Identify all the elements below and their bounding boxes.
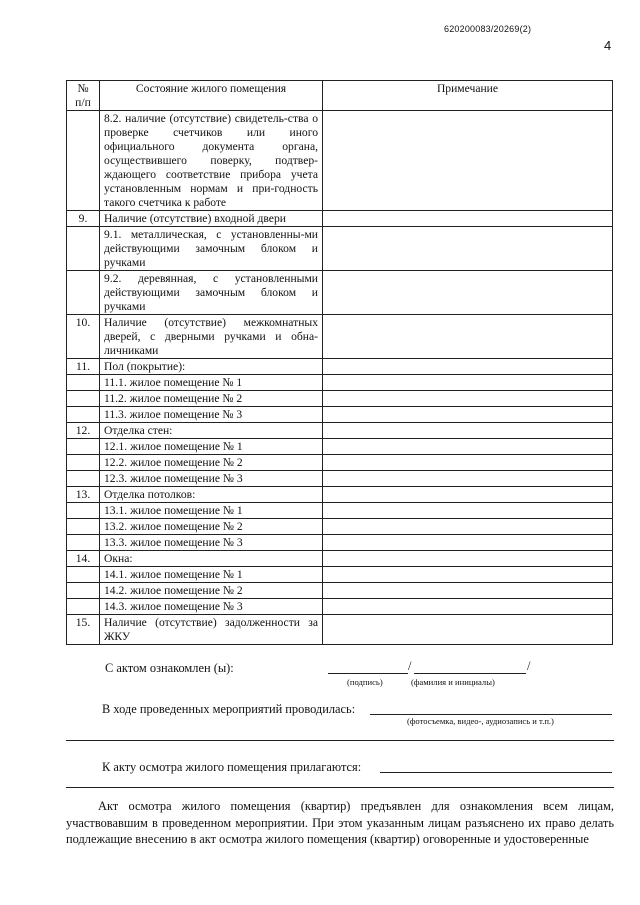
table-row: [67, 111, 613, 211]
attached-line-2[interactable]: [66, 787, 614, 788]
row-note[interactable]: [323, 503, 613, 519]
row-number: 15.: [67, 615, 100, 645]
table-header-row: [67, 81, 613, 111]
table-row: [67, 487, 613, 503]
row-text: Окна:: [100, 551, 323, 567]
row-number: 14.: [67, 551, 100, 567]
row-note[interactable]: [323, 487, 613, 503]
table-row: [67, 567, 613, 583]
row-number: 11.: [67, 359, 100, 375]
attached-line[interactable]: [380, 772, 612, 773]
row-note[interactable]: [323, 271, 613, 315]
row-text: Пол (покрытие):: [100, 359, 323, 375]
table-row: [67, 227, 613, 271]
header-number: № п/п: [67, 81, 100, 111]
table-row: [67, 423, 613, 439]
row-note[interactable]: [323, 583, 613, 599]
row-note[interactable]: [323, 615, 613, 645]
row-note[interactable]: [323, 359, 613, 375]
row-note[interactable]: [323, 375, 613, 391]
row-note[interactable]: [323, 423, 613, 439]
row-note[interactable]: [323, 211, 613, 227]
table-row: [67, 471, 613, 487]
table-row: [67, 375, 613, 391]
row-number: [67, 439, 100, 455]
page-number: 4: [604, 38, 612, 53]
row-text: 14.2. жилое помещение № 2: [100, 583, 323, 599]
row-note[interactable]: [323, 227, 613, 271]
row-number: 13.: [67, 487, 100, 503]
table-row: [67, 439, 613, 455]
row-text: 11.1. жилое помещение № 1: [100, 375, 323, 391]
table-row: [67, 551, 613, 567]
table-row: [67, 615, 613, 645]
row-text: 12.3. жилое помещение № 3: [100, 471, 323, 487]
row-note[interactable]: [323, 439, 613, 455]
row-number: [67, 407, 100, 423]
header-state: Состояние жилого помещения: [100, 81, 323, 111]
table-row: [67, 519, 613, 535]
row-text: 9.1. металлическая, с установленны-ми действующими замочным блоком и ручками: [100, 227, 323, 271]
signature-caption: (подпись): [347, 677, 383, 687]
row-text: Наличие (отсутствие) входной двери: [100, 211, 323, 227]
recording-caption: (фотосъемка, видео-, аудиозапись и т.п.): [407, 716, 554, 726]
table-row: [67, 455, 613, 471]
header-note: Примечание: [323, 81, 613, 111]
row-number: [67, 599, 100, 615]
recording-line-2[interactable]: [66, 740, 614, 741]
row-text: 13.3. жилое помещение № 3: [100, 535, 323, 551]
inspection-table: [66, 80, 613, 645]
row-text: Наличие (отсутствие) межкомнатных дверей, с дверными ручками и обна-личниками: [100, 315, 323, 359]
row-text: 14.3. жилое помещение № 3: [100, 599, 323, 615]
table-row: [67, 315, 613, 359]
row-number: [67, 471, 100, 487]
table-row: [67, 211, 613, 227]
table-row: [67, 599, 613, 615]
row-note[interactable]: [323, 599, 613, 615]
row-number: 10.: [67, 315, 100, 359]
row-number: [67, 567, 100, 583]
row-number: [67, 375, 100, 391]
row-number: 9.: [67, 211, 100, 227]
row-number: [67, 503, 100, 519]
document-number: 620200083/20269(2): [444, 24, 532, 34]
recording-line[interactable]: [370, 714, 612, 715]
row-text: 12.1. жилое помещение № 1: [100, 439, 323, 455]
row-note[interactable]: [323, 471, 613, 487]
row-text: Отделка потолков:: [100, 487, 323, 503]
row-number: 12.: [67, 423, 100, 439]
row-note[interactable]: [323, 407, 613, 423]
row-number: [67, 111, 100, 211]
row-text: Наличие (отсутствие) задолженности за ЖКУ: [100, 615, 323, 645]
row-text: 13.2. жилое помещение № 2: [100, 519, 323, 535]
acquainted-label: С актом ознакомлен (ы):: [105, 661, 234, 675]
row-text: 8.2. наличие (отсутствие) свидетель-ства о проверке счетчиков или иного официального документа органа, осуществившего поверку, подтвер-ждающего соответствие прибора учета установленным нормам и при-годность такого счетчика к работе: [100, 111, 323, 211]
row-text: 14.1. жилое помещение № 1: [100, 567, 323, 583]
recording-label: В ходе проведенных мероприятий проводилась:: [102, 702, 356, 716]
table-row: [67, 407, 613, 423]
final-paragraph: Акт осмотра жилого помещения (квартир) предъявлен для ознакомления всем лицам, участвовавшим в проведенном мероприятии. При этом указанным лицам разъяснено их право делать подлежащие внесению в акт осмотра жилого помещения (квартир) оговоренные и удостоверенные: [66, 799, 614, 846]
row-text: 12.2. жилое помещение № 2: [100, 455, 323, 471]
row-note[interactable]: [323, 111, 613, 211]
row-text: 11.3. жилое помещение № 3: [100, 407, 323, 423]
row-note[interactable]: [323, 535, 613, 551]
row-note[interactable]: [323, 551, 613, 567]
row-number: [67, 535, 100, 551]
table-row: [67, 271, 613, 315]
row-note[interactable]: [323, 519, 613, 535]
name-slash: /: [527, 659, 531, 673]
table-row: [67, 359, 613, 375]
row-number: [67, 271, 100, 315]
row-note[interactable]: [323, 455, 613, 471]
table-row: [67, 503, 613, 519]
row-number: [67, 583, 100, 599]
name-caption: (фамилия и инициалы): [411, 677, 495, 687]
row-text: 13.1. жилое помещение № 1: [100, 503, 323, 519]
signature-line[interactable]: [328, 673, 408, 674]
row-note[interactable]: [323, 391, 613, 407]
row-text: 9.2. деревянная, с установленными действующими замочным блоком и ручками: [100, 271, 323, 315]
row-text: Отделка стен:: [100, 423, 323, 439]
table-row: [67, 391, 613, 407]
row-number: [67, 455, 100, 471]
row-note[interactable]: [323, 315, 613, 359]
row-number: [67, 227, 100, 271]
name-line[interactable]: [414, 673, 526, 674]
row-number: [67, 391, 100, 407]
row-text: 11.2. жилое помещение № 2: [100, 391, 323, 407]
row-number: [67, 519, 100, 535]
table-row: [67, 583, 613, 599]
table-row: [67, 535, 613, 551]
row-note[interactable]: [323, 567, 613, 583]
signature-slash: /: [408, 659, 412, 673]
attached-label: К акту осмотра жилого помещения прилагаются:: [102, 760, 362, 774]
